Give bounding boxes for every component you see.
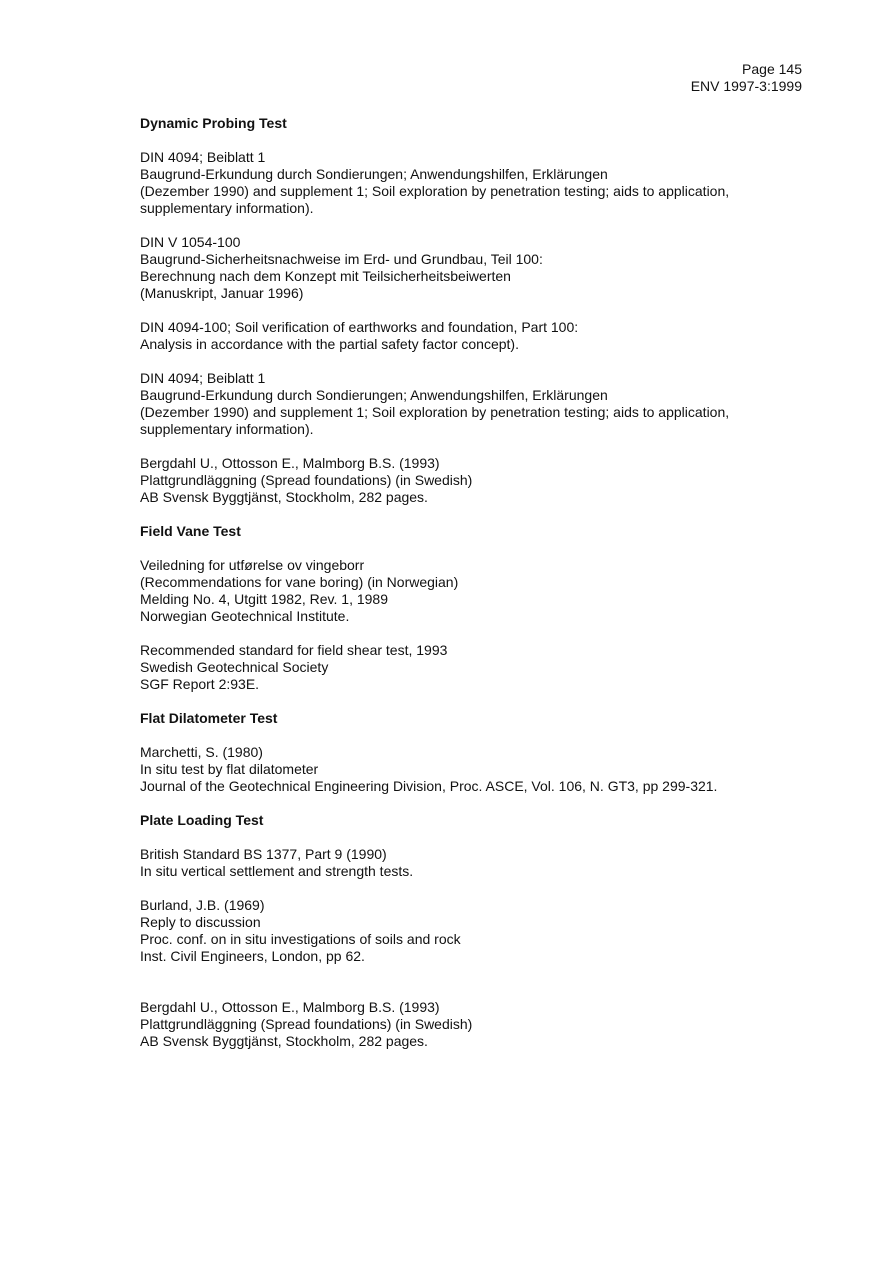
reference-line: AB Svensk Byggtjänst, Stockholm, 282 pages. (140, 489, 428, 505)
reference-line: Inst. Civil Engineers, London, pp 62. (140, 948, 365, 964)
section-heading: Flat Dilatometer Test (140, 710, 278, 726)
reference-line: DIN 4094; Beiblatt 1 (140, 149, 266, 165)
reference-entry (140, 999, 820, 1050)
reference-line: supplementary information). (140, 200, 314, 216)
reference-line: In situ test by flat dilatometer (140, 761, 319, 777)
reference-line: Analysis in accordance with the partial safety factor concept). (140, 336, 519, 352)
reference-line: Reply to discussion (140, 914, 261, 930)
reference-entry (140, 370, 820, 438)
page-number: Page 145 (742, 61, 802, 77)
section-heading: Dynamic Probing Test (140, 115, 287, 131)
section-plate-loading (140, 812, 820, 1050)
references-body (140, 115, 820, 1067)
reference-entry (140, 642, 820, 693)
section-field-vane (140, 523, 820, 693)
section-heading: Field Vane Test (140, 523, 241, 539)
reference-line: Marchetti, S. (1980) (140, 744, 263, 760)
reference-line: DIN V 1054-100 (140, 234, 241, 250)
reference-line: Baugrund-Erkundung durch Sondierungen; Anwendungshilfen, Erklärungen (140, 166, 608, 182)
reference-line: Baugrund-Sicherheitsnachweise im Erd- und Grundbau, Teil 100: (140, 251, 543, 267)
reference-entry (140, 149, 820, 217)
section-heading: Plate Loading Test (140, 812, 264, 828)
reference-line: In situ vertical settlement and strength tests. (140, 863, 414, 879)
reference-line: SGF Report 2:93E. (140, 676, 260, 692)
reference-line: Burland, J.B. (1969) (140, 897, 265, 913)
section-dynamic-probing (140, 115, 820, 506)
reference-line: Plattgrundläggning (Spread foundations) (in Swedish) (140, 472, 473, 488)
reference-line: Baugrund-Erkundung durch Sondierungen; Anwendungshilfen, Erklärungen (140, 387, 608, 403)
reference-entry (140, 557, 820, 625)
reference-line: Bergdahl U., Ottosson E., Malmborg B.S. (1993) (140, 999, 440, 1015)
reference-line: supplementary information). (140, 421, 314, 437)
reference-entry (140, 897, 820, 965)
reference-line: Veiledning for utførelse ov vingeborr (140, 557, 365, 573)
page-header (691, 61, 802, 95)
reference-entry (140, 455, 820, 506)
reference-entry (140, 846, 820, 880)
reference-line: Norwegian Geotechnical Institute. (140, 608, 350, 624)
reference-line: Plattgrundläggning (Spread foundations) (in Swedish) (140, 1016, 473, 1032)
reference-line: Swedish Geotechnical Society (140, 659, 329, 675)
section-flat-dilatometer (140, 710, 820, 795)
reference-line: Recommended standard for field shear test, 1993 (140, 642, 448, 658)
reference-entry (140, 234, 820, 302)
reference-line: (Recommendations for vane boring) (in Norwegian) (140, 574, 459, 590)
reference-line: Melding No. 4, Utgitt 1982, Rev. 1, 1989 (140, 591, 388, 607)
reference-line: Proc. conf. on in situ investigations of soils and rock (140, 931, 461, 947)
reference-line: (Dezember 1990) and supplement 1; Soil exploration by penetration testing; aids to application, (140, 404, 730, 420)
reference-line: Berechnung nach dem Konzept mit Teilsicherheitsbeiwerten (140, 268, 511, 284)
reference-line: DIN 4094-100; Soil verification of earthworks and foundation, Part 100: (140, 319, 579, 335)
document-code: ENV 1997-3:1999 (690, 78, 802, 94)
reference-line: (Manuskript, Januar 1996) (140, 285, 304, 301)
reference-line: (Dezember 1990) and supplement 1; Soil exploration by penetration testing; aids to application, (140, 183, 730, 199)
reference-line: British Standard BS 1377, Part 9 (1990) (140, 846, 387, 862)
reference-entry (140, 744, 820, 795)
reference-line: DIN 4094; Beiblatt 1 (140, 370, 266, 386)
reference-line: AB Svensk Byggtjänst, Stockholm, 282 pages. (140, 1033, 428, 1049)
reference-line: Journal of the Geotechnical Engineering Division, Proc. ASCE, Vol. 106, N. GT3, pp 299-321. (140, 778, 718, 794)
reference-entry (140, 319, 820, 353)
reference-line: Bergdahl U., Ottosson E., Malmborg B.S. (1993) (140, 455, 440, 471)
